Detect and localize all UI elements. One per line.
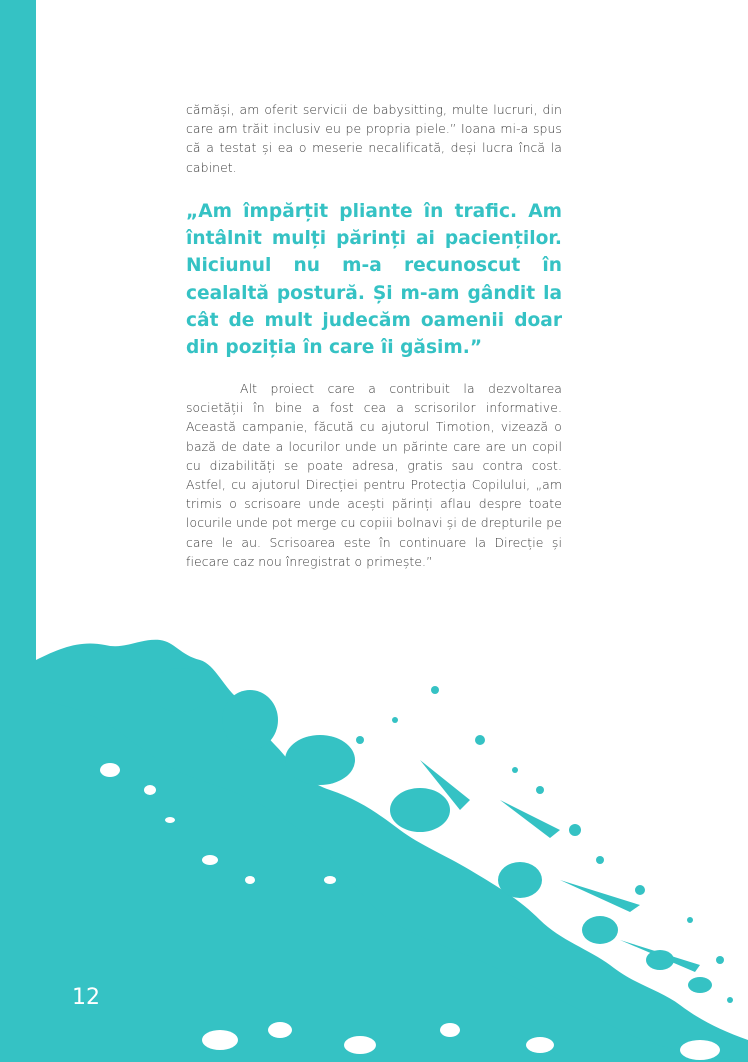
paragraph-bottom: Alt proiect care a contribuit la dezvoltarea societății în bine a fost cea a scrisorilor informative. Această campanie, făcută cu ajutorul Timotion, vizează o bază de date a locurilor unde un părinte care are un copil cu dizabilități se poate adresa, gratis sau contra cost. Astfel, cu ajutorul Direcției pentru Protecția Copilului, „am trimis o scrisoare unde acești părinți aflau despre toate locurile unde pot merge cu copiii bolnavi și de drepturile pe care le au. Scrisoarea este în continuare la Direcție și fiecare caz nou înregistrat o primește.” bbox=[186, 381, 562, 569]
paragraph-top: cămăși, am oferit servicii de babysitting, multe lucruri, din care am trăit inclusiv eu pe propria piele.” Ioana mi-a spus că a testat și ea o meserie necalificată, deși lucra încă la cabinet. bbox=[186, 102, 562, 175]
page-number: 12 bbox=[72, 985, 100, 1010]
pull-quote: „Am împărțit pliante în trafic. Am întâlnit mulți părinți ai pacienților. Niciunul nu m-a recunoscut în cealaltă postură. Și m-am gândit la cât de mult judecăm oamenii doar din poziția în care îi găsim.” bbox=[186, 201, 562, 359]
